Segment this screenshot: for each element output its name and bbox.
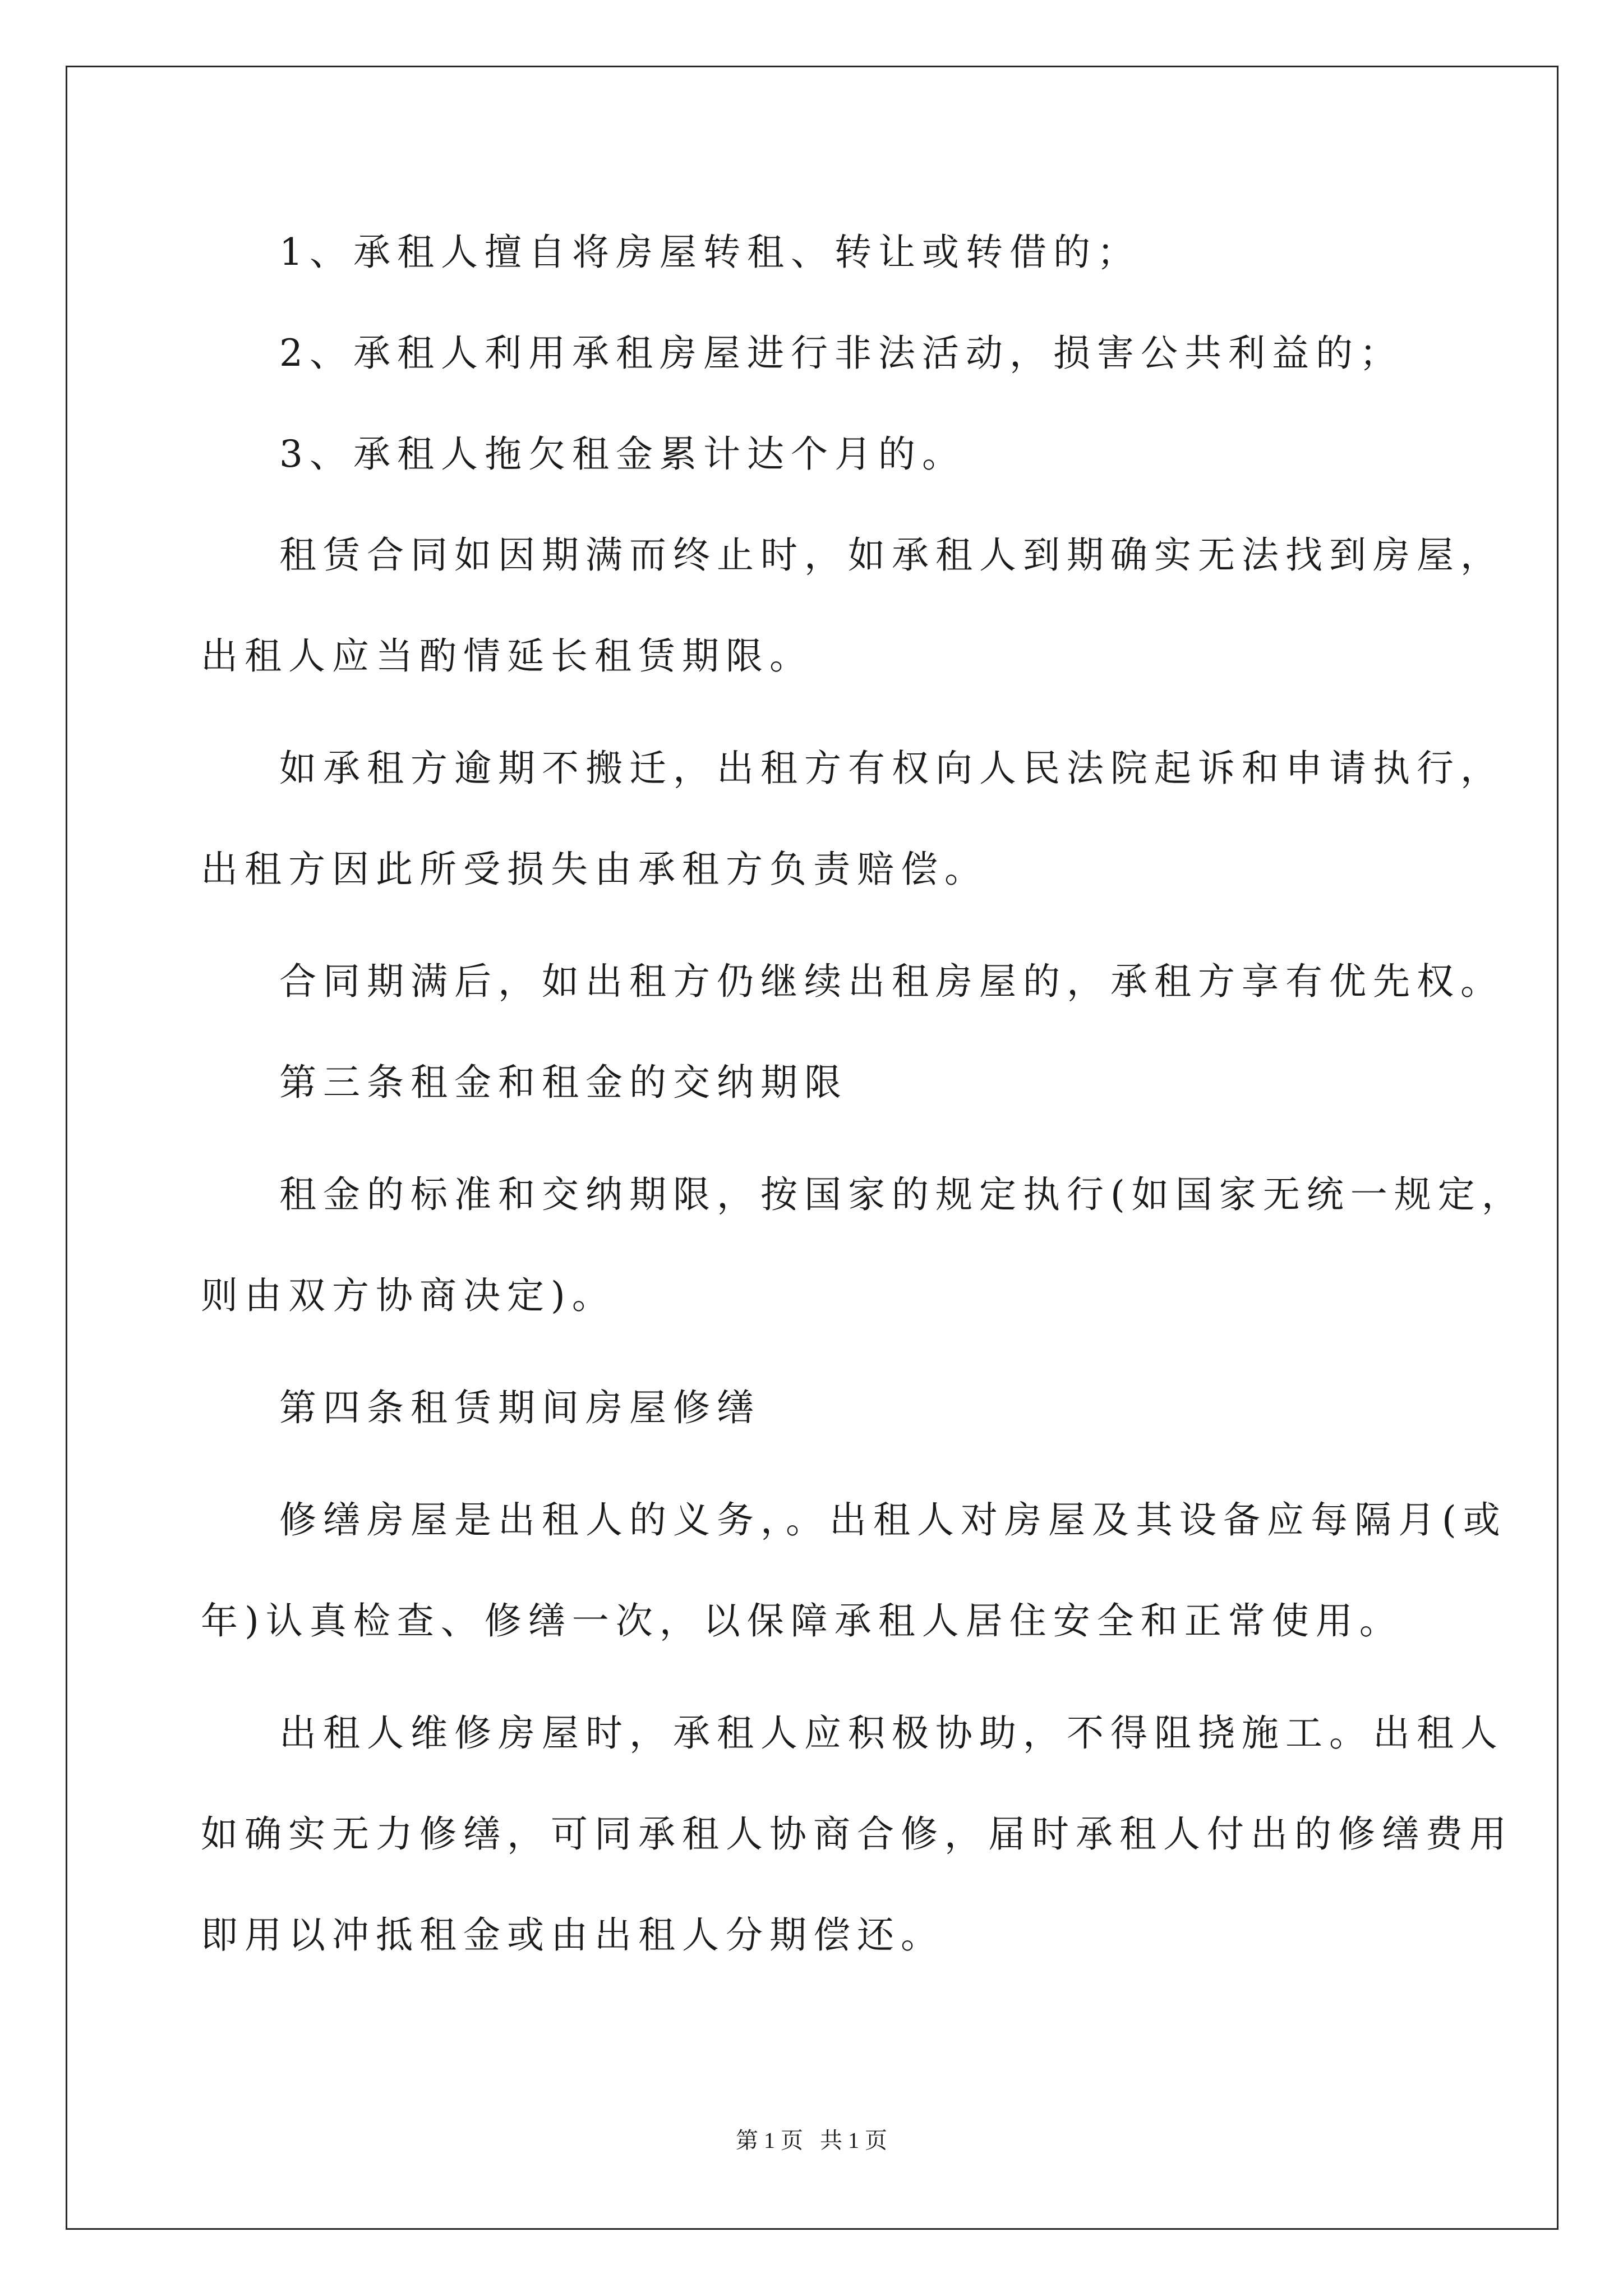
paragraph-line: 租赁合同如因期满而终止时，如承租人到期确实无法找到房屋，	[279, 533, 1504, 577]
paragraph-line: 3、承租人拖欠租金累计达个月的。	[279, 432, 966, 476]
paragraph-line: 出租人维修房屋时，承租人应积极协助，不得阻挠施工。出租人	[279, 1711, 1504, 1755]
paragraph-line: 年)认真检查、修缮一次，以保障承租人居住安全和正常使用。	[201, 1599, 1403, 1642]
section-heading: 第三条租金和租金的交纳期限	[279, 1061, 848, 1104]
paragraph-line: 租金的标准和交纳期限，按国家的规定执行(如国家无统一规定，	[279, 1173, 1525, 1216]
paragraph-line: 2、承租人利用承租房屋进行非法活动，损害公共利益的；	[279, 332, 1403, 375]
paragraph-line: 修缮房屋是出租人的义务，。出租人对房屋及其设备应每隔月(或	[279, 1498, 1507, 1542]
paragraph-line: 则由双方协商决定)。	[201, 1274, 616, 1317]
page-number-footer: 第 1 页 共 1 页	[736, 2128, 887, 2153]
paragraph-line: 1、承租人擅自将房屋转租、转让或转借的；	[279, 231, 1141, 274]
page-border	[66, 66, 1559, 2230]
section-heading: 第四条租赁期间房屋修缮	[279, 1386, 760, 1429]
paragraph-line: 出租方因此所受损失由承租方负责赔偿。	[201, 848, 988, 891]
paragraph-line: 如确实无力修缮，可同承租人协商合修，届时承租人付出的修缮费用	[201, 1812, 1513, 1856]
paragraph-line: 如承租方逾期不搬迁，出租方有权向人民法院起诉和申请执行，	[279, 747, 1504, 790]
paragraph-line: 合同期满后，如出租方仍继续出租房屋的，承租方享有优先权。	[279, 960, 1504, 1003]
paragraph-line: 出租人应当酌情延长租赁期限。	[201, 634, 813, 678]
paragraph-line: 即用以冲抵租金或由出租人分期偿还。	[201, 1913, 944, 1957]
